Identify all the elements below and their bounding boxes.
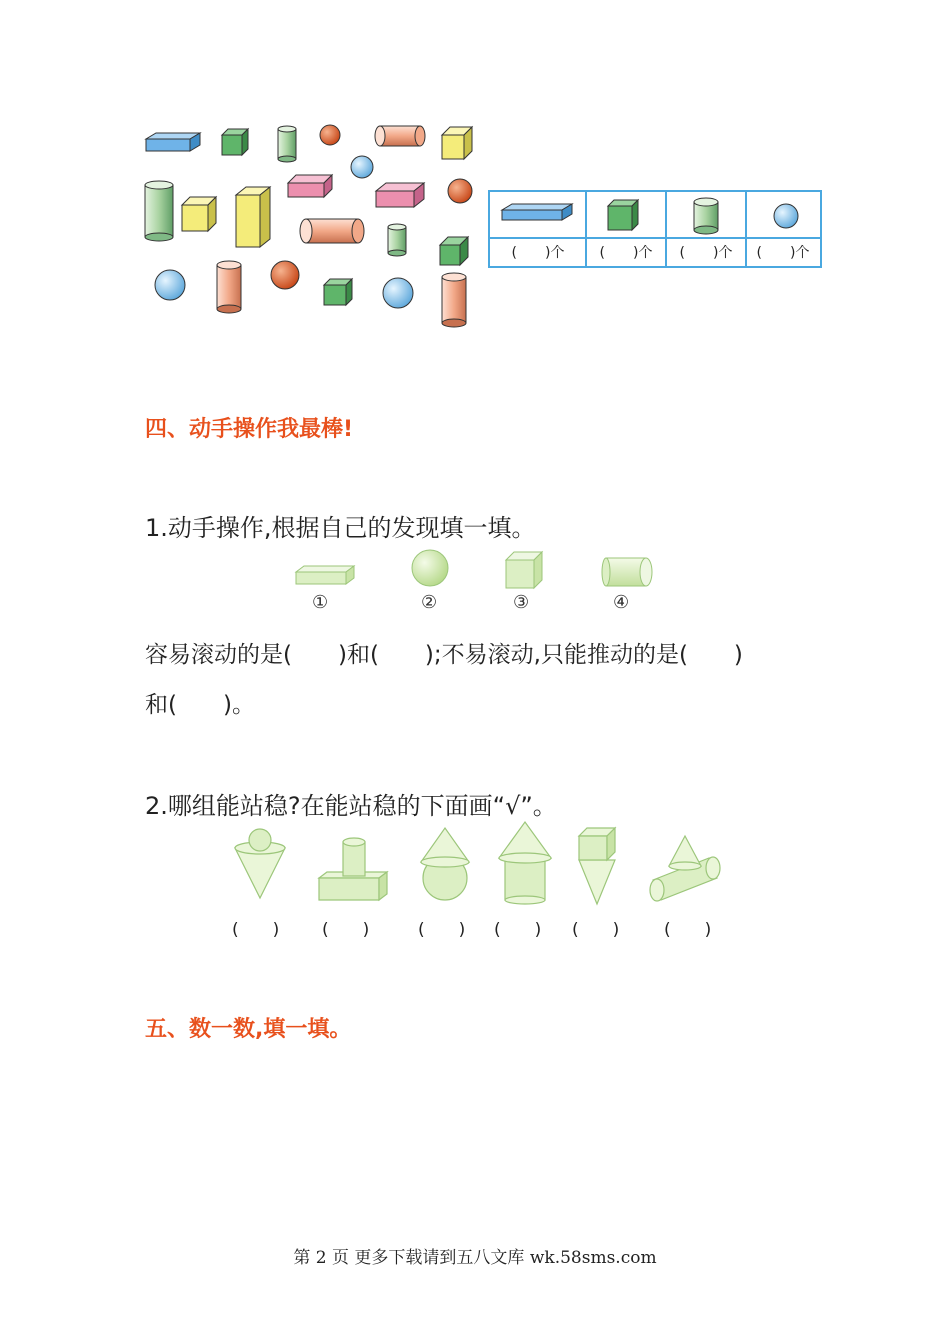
green-cylinder-icon [145, 181, 173, 241]
cone-with-sphere-icon [235, 829, 285, 898]
count-cell-cylinder[interactable]: ( )个 [679, 245, 733, 261]
cube-on-cone-icon [579, 828, 615, 904]
blue-cuboid-icon [146, 133, 200, 151]
green-cylinder-icon [388, 224, 406, 256]
yellow-cube-icon [442, 127, 472, 159]
green-cube-icon [222, 129, 248, 155]
sphere-icon [412, 550, 448, 586]
orange-sphere-icon [320, 125, 340, 145]
cylinder-icon [602, 558, 652, 586]
salmon-cylinder-icon [300, 219, 364, 243]
yellow-cube-icon [182, 197, 216, 231]
q1-fill-line2[interactable]: 和( )。 [145, 692, 255, 718]
blue-sphere-icon [155, 270, 185, 300]
section5-title: 五、数一数,填一填。 [145, 1017, 352, 1042]
salmon-cylinder-icon [217, 261, 241, 313]
yellow-cuboid-icon [236, 187, 270, 247]
salmon-cylinder-icon [375, 126, 425, 146]
shape-label-1: ① [312, 592, 329, 613]
q1-shapes [290, 546, 670, 596]
q2-answer-2[interactable]: ( ) [322, 920, 370, 940]
cube-icon [506, 552, 542, 588]
salmon-cylinder-icon [442, 273, 466, 327]
pink-cuboid-icon [288, 175, 332, 197]
sphere-icon [774, 204, 798, 228]
page-footer: 第 2 页 更多下载请到五八文库 wk.58sms.com [293, 1248, 657, 1268]
q2-answer-1[interactable]: ( ) [232, 920, 280, 940]
q2-answer-3[interactable]: ( ) [418, 920, 466, 940]
count-cell-cuboid[interactable]: ( )个 [511, 245, 565, 261]
q2-answer-4[interactable]: ( ) [494, 920, 542, 940]
cone-on-cylinder-icon [499, 822, 551, 904]
shape-label-3: ③ [513, 592, 530, 613]
count-cell-cube[interactable]: ( )个 [599, 245, 653, 261]
q2-answer-6[interactable]: ( ) [664, 920, 712, 940]
q1-fill-line1[interactable]: 容易滚动的是( )和( );不易滚动,只能推动的是( ) [145, 642, 743, 668]
cone-on-sphere-icon [421, 828, 469, 900]
orange-sphere-icon [271, 261, 299, 289]
section4-title: 四、动手操作我最棒! [145, 417, 354, 442]
blue-sphere-icon [351, 156, 373, 178]
cuboid-icon [296, 566, 354, 584]
q2-answer-5[interactable]: ( ) [572, 920, 620, 940]
green-cylinder-icon [278, 126, 296, 162]
count-table [488, 190, 822, 268]
q2-prompt: 2.哪组能站稳?在能站稳的下面画“√”。 [145, 792, 557, 820]
cylinder-on-cuboid-icon [319, 838, 387, 900]
cylinder-icon [694, 198, 718, 234]
blue-sphere-icon [383, 278, 413, 308]
green-cube-icon [440, 237, 468, 265]
green-cube-icon [324, 279, 352, 305]
cuboid-icon [502, 204, 572, 220]
count-cell-sphere[interactable]: ( )个 [756, 245, 810, 261]
q2-shape-groups [225, 818, 725, 908]
orange-sphere-icon [448, 179, 472, 203]
cone-on-cylinder-horizontal-icon [650, 836, 720, 901]
cube-icon [608, 200, 638, 230]
q1-prompt: 1.动手操作,根据自己的发现填一填。 [145, 514, 536, 542]
shape-label-4: ④ [613, 592, 630, 613]
pink-cuboid-icon [376, 183, 424, 207]
solids-illustration [130, 115, 490, 335]
shape-label-2: ② [421, 592, 438, 613]
